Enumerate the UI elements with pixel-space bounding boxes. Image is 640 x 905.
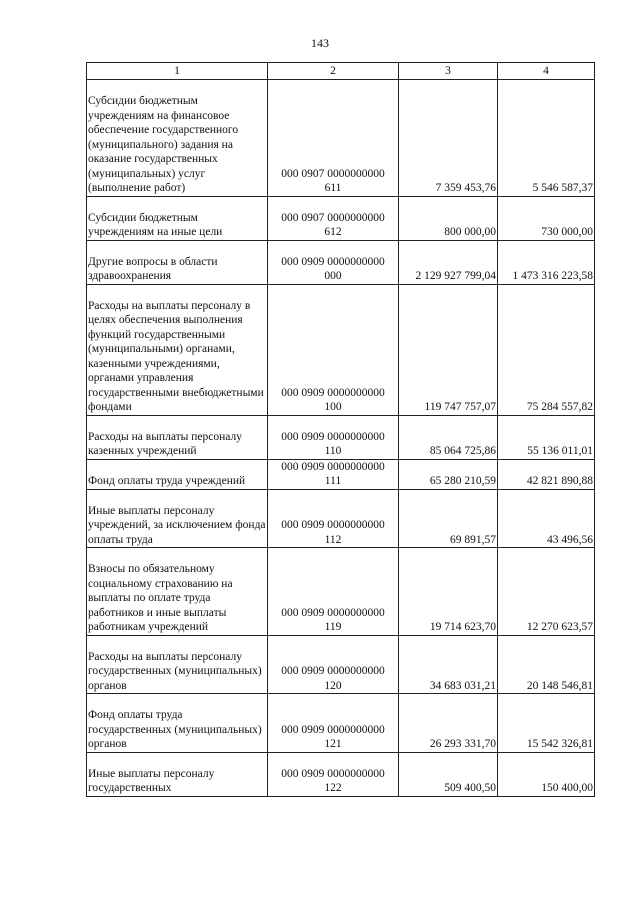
row-name: Фонд оплаты труда учреждений: [87, 459, 268, 489]
row-value-col3: 85 064 725,86: [399, 415, 498, 459]
row-name: Расходы на выплаты персоналу казенных учреждений: [87, 415, 268, 459]
table-row: [87, 240, 595, 284]
row-value-col4: 150 400,00: [498, 752, 595, 796]
row-value-col4: 20 148 546,81: [498, 635, 595, 694]
row-name: Субсидии бюджетным учреждениям на иные цели: [87, 196, 268, 240]
table-row: [87, 80, 595, 197]
row-value-col4: 75 284 557,82: [498, 284, 595, 415]
page-number: 143: [311, 36, 329, 50]
row-name: Субсидии бюджетным учреждениям на финансовое обеспечение государственного (муниципального) задания на оказание государственных (муниципальных) услуг (выполнение работ): [87, 80, 268, 197]
table-row: [87, 694, 595, 753]
table-body: [87, 80, 595, 797]
table-row: [87, 196, 595, 240]
header-row: [87, 63, 595, 80]
budget-table: [86, 62, 595, 797]
row-code: 000 0909 0000000000 100: [268, 284, 399, 415]
row-code: 000 0909 0000000000 111: [268, 459, 399, 489]
table-row: [87, 459, 595, 489]
table-row: [87, 548, 595, 636]
row-value-col4: 730 000,00: [498, 196, 595, 240]
table-row: [87, 489, 595, 548]
row-code: 000 0907 0000000000 611: [268, 80, 399, 197]
row-value-col4: 12 270 623,57: [498, 548, 595, 636]
row-value-col4: 15 542 326,81: [498, 694, 595, 753]
table-row: [87, 415, 595, 459]
column-header-2: 2: [268, 63, 399, 80]
row-value-col4: 42 821 890,88: [498, 459, 595, 489]
row-value-col3: 34 683 031,21: [399, 635, 498, 694]
table-row: [87, 752, 595, 796]
row-name: Иные выплаты персоналу учреждений, за исключением фонда оплаты труда: [87, 489, 268, 548]
row-code: 000 0909 0000000000 121: [268, 694, 399, 753]
row-code: 000 0909 0000000000 000: [268, 240, 399, 284]
row-value-col4: 1 473 316 223,58: [498, 240, 595, 284]
column-header-4: 4: [498, 63, 595, 80]
row-value-col4: 43 496,56: [498, 489, 595, 548]
row-value-col4: 55 136 011,01: [498, 415, 595, 459]
row-code: 000 0909 0000000000 112: [268, 489, 399, 548]
row-value-col3: 65 280 210,59: [399, 459, 498, 489]
row-code: 000 0909 0000000000 122: [268, 752, 399, 796]
row-code: 000 0909 0000000000 110: [268, 415, 399, 459]
row-value-col3: 800 000,00: [399, 196, 498, 240]
row-code: 000 0909 0000000000 120: [268, 635, 399, 694]
row-code: 000 0907 0000000000 612: [268, 196, 399, 240]
table-header: [87, 63, 595, 80]
row-name: Фонд оплаты труда государственных (муниципальных) органов: [87, 694, 268, 753]
row-value-col3: 26 293 331,70: [399, 694, 498, 753]
row-value-col3: 509 400,50: [399, 752, 498, 796]
row-name: Иные выплаты персоналу государственных: [87, 752, 268, 796]
row-name: Взносы по обязательному социальному страхованию на выплаты по оплате труда работников и иные выплаты работникам учреждений: [87, 548, 268, 636]
row-value-col4: 5 546 587,37: [498, 80, 595, 197]
row-value-col3: 69 891,57: [399, 489, 498, 548]
row-value-col3: 119 747 757,07: [399, 284, 498, 415]
table-row: [87, 284, 595, 415]
table-row: [87, 635, 595, 694]
row-value-col3: 2 129 927 799,04: [399, 240, 498, 284]
row-name: Расходы на выплаты персоналу в целях обеспечения выполнения функций государственными (муниципальными) органами, казенными учреждениями, органами управления государственными внебюджетными фондами: [87, 284, 268, 415]
row-name: Расходы на выплаты персоналу государственных (муниципальных) органов: [87, 635, 268, 694]
row-name: Другие вопросы в области здравоохранения: [87, 240, 268, 284]
row-code: 000 0909 0000000000 119: [268, 548, 399, 636]
column-header-1: 1: [87, 63, 268, 80]
row-value-col3: 19 714 623,70: [399, 548, 498, 636]
row-value-col3: 7 359 453,76: [399, 80, 498, 197]
column-header-3: 3: [399, 63, 498, 80]
